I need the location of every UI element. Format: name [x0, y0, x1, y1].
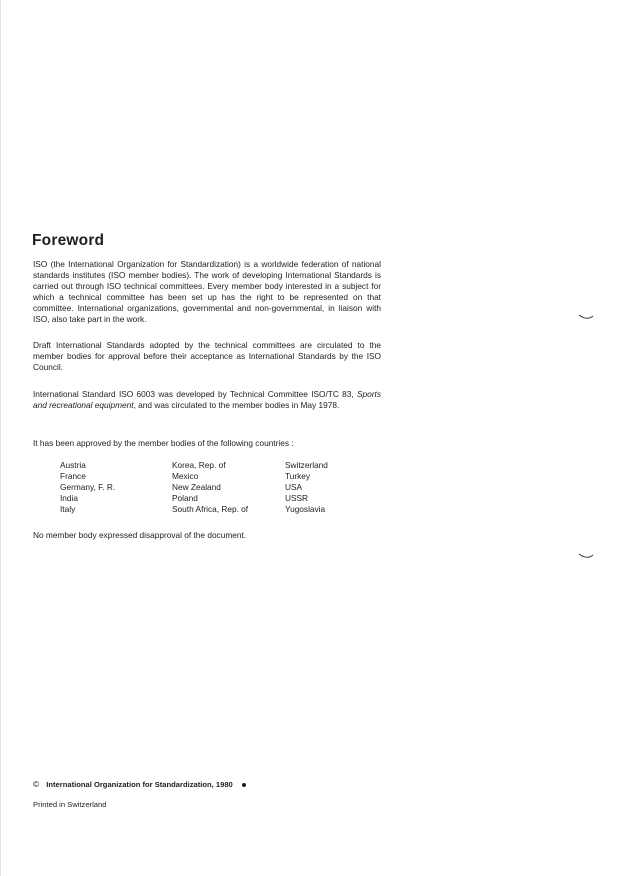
country-name: Mexico	[172, 471, 199, 481]
country-name: Turkey	[285, 471, 311, 481]
committee-title: Sports and recreational equipment	[33, 389, 381, 410]
paragraph-draft-standards: Draft International Standards adopted by the technical committees are circulated to the member bodies for approval before their acceptance as International Standards by the ISO Council.	[33, 340, 381, 372]
country-name: South Africa, Rep. of	[172, 504, 249, 514]
country-name: Korea, Rep. of	[172, 460, 226, 470]
country-name: Austria	[60, 460, 86, 470]
copyright-text: International Organization for Standardization, 1980	[46, 780, 233, 789]
copyright-line	[33, 779, 246, 790]
paragraph-standard-text-end: , and was circulated to the member bodies in May 1978.	[133, 400, 340, 410]
country-name: USA	[285, 482, 303, 492]
printed-in-note: Printed in Switzerland	[33, 800, 107, 809]
country-name: Italy	[60, 504, 76, 514]
copyright-icon: ©	[33, 779, 40, 789]
country-name: USSR	[285, 493, 309, 503]
paragraph-iso-intro: ISO (the International Organization for Standardization) is a worldwide federation of national standards institutes (ISO member bodies). The work of developing International Standards is carried out through ISO technical committees. Every member body interested in a subject for which a technical committee has been set up has the right to be represented on that committee. International organizations, governmental and non-governmental, in liaison with ISO, also take part in the work.	[33, 259, 381, 324]
foreword-heading: Foreword	[32, 232, 105, 249]
paragraph-approval: It has been approved by the member bodies of the following countries :	[33, 438, 294, 448]
country-name: New Zealand	[172, 482, 221, 492]
bullet-icon	[242, 783, 246, 787]
paragraph-standard-development	[33, 389, 381, 411]
country-name: Germany, F. R.	[60, 482, 116, 492]
country-name: Poland	[172, 493, 198, 503]
margin-mark-icon	[578, 553, 594, 559]
paragraph-standard-text-start: International Standard ISO 6003 was developed by Technical Committee ISO/TC 83,	[33, 389, 358, 399]
margin-mark-icon	[578, 314, 594, 320]
country-name: Switzerland	[285, 460, 328, 470]
country-name: Yugoslavia	[285, 504, 326, 514]
paragraph-no-disapproval: No member body expressed disapproval of the document.	[33, 530, 247, 540]
country-name: India	[60, 493, 78, 503]
page-edge	[0, 0, 1, 876]
country-name: France	[60, 471, 86, 481]
